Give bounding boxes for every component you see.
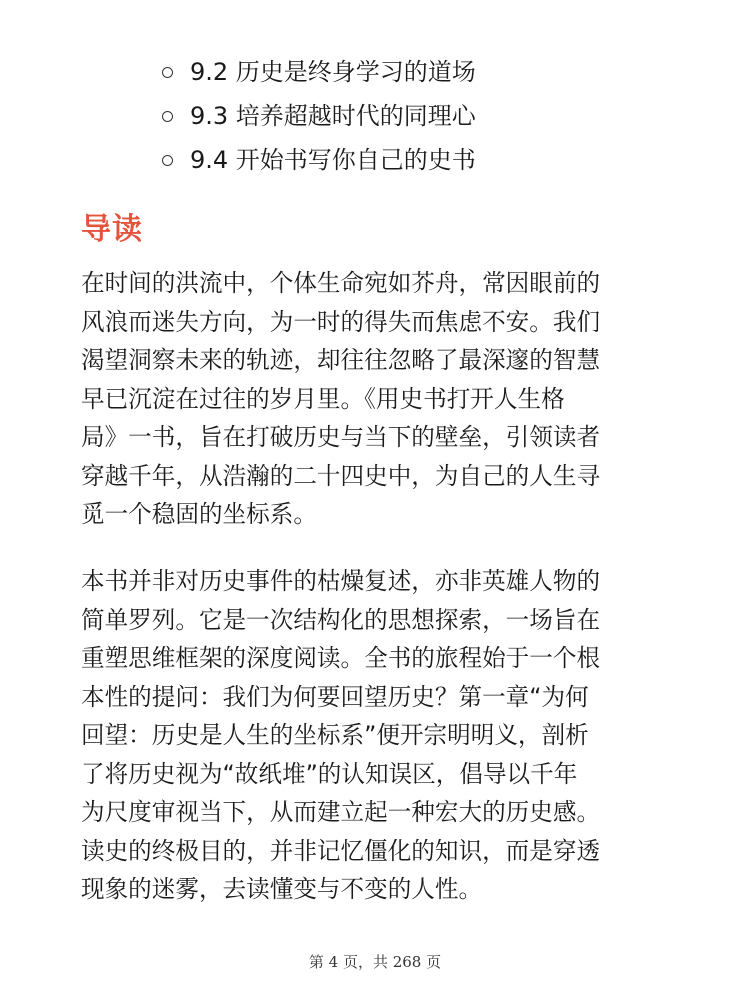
paragraph-line: 读史的终极目的，并非记忆僵化的知识，而是穿透 (81, 836, 601, 865)
paragraph-line: 重塑思维框架的深度阅读。全书的旅程始于一个根 (81, 644, 601, 672)
toc-item-label: 9.2 历史是终身学习的道场 (190, 58, 476, 86)
toc-item-label: 9.4 开始书写你自己的史书 (190, 146, 476, 174)
toc-item-label: 9.3 培养超越时代的同理心 (190, 102, 476, 130)
paragraph-line: 局》一书，旨在打破历史与当下的壁垒，引领读者 (81, 423, 601, 451)
paragraph-line: 回望：历史是人生的坐标系”便开宗明明义，剖析 (81, 721, 589, 749)
toc-list (162, 50, 476, 182)
paragraph-line: 现象的迷雾，去读懂变与不变的人性。 (81, 875, 483, 903)
paragraph-line: 为尺度审视当下，从而建立起一种宏大的历史感。 (81, 798, 601, 826)
paragraph-line: 早已沉淀在过往的岁月里。《用史书打开人生格 (81, 384, 565, 413)
toc-item[interactable] (162, 138, 476, 182)
intro-paragraph-1 (81, 264, 673, 534)
hollow-circle-bullet-icon (162, 155, 173, 166)
paragraph-line: 觅一个稳固的坐标系。 (81, 500, 317, 528)
paragraph-line: 渴望洞察未来的轨迹，却往往忽略了最深邃的智慧 (81, 346, 601, 374)
page-number-footer: 第 4 页，共 268 页 (308, 953, 442, 971)
toc-item[interactable] (162, 50, 476, 94)
paragraph-line: 风浪而迷失方向，为一时的得失而焦虑不安。我们 (81, 307, 601, 336)
paragraph-line: 本性的提问：我们为何要回望历史？第一章“为何 (81, 682, 589, 711)
paragraph-line: 了将历史视为“故纸堆”的认知误区，倡导以千年 (81, 759, 578, 788)
paragraph-line: 本书并非对历史事件的枯燥复述，亦非英雄人物的 (81, 567, 601, 595)
paragraph-line: 在时间的洪流中，个体生命宛如芥舟，常因眼前的 (81, 269, 601, 297)
intro-paragraph-2 (81, 562, 673, 909)
section-heading: 导读 (81, 212, 143, 247)
paragraph-line: 穿越千年，从浩瀚的二十四史中，为自己的人生寻 (81, 461, 601, 490)
hollow-circle-bullet-icon (162, 111, 173, 122)
paragraph-line: 简单罗列。它是一次结构化的思想探索，一场旨在 (81, 605, 601, 634)
hollow-circle-bullet-icon (162, 67, 173, 78)
toc-item[interactable] (162, 94, 476, 138)
